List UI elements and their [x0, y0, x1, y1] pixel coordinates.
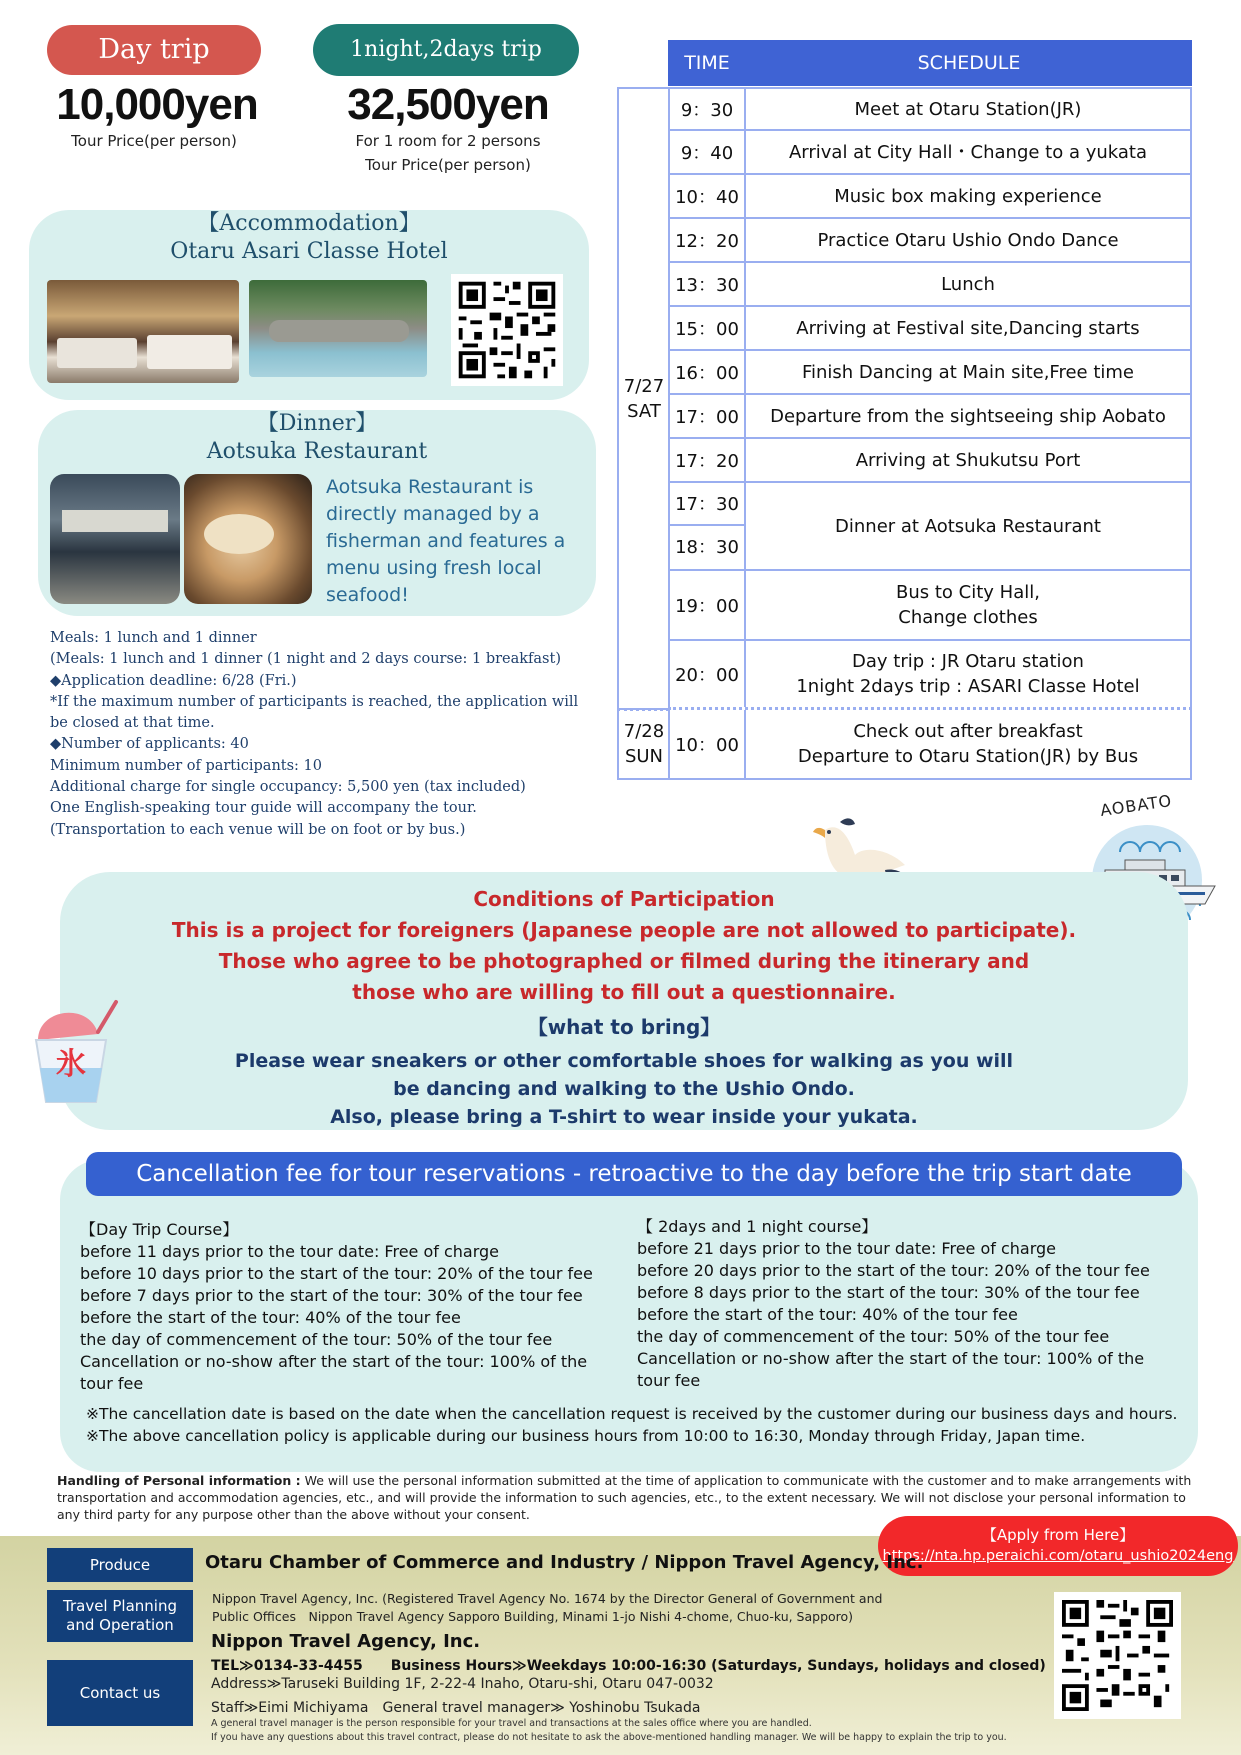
dinner-description: Aotsuka Restaurant is directly managed by a fisherman and features a menu using fresh local seafood! — [326, 476, 566, 606]
night-price: 32,500yen — [347, 80, 549, 129]
row-time: 17：20 — [668, 439, 746, 481]
night-trip-cancellation — [637, 1216, 1177, 1392]
row-activity: Music box making experience — [746, 175, 1192, 217]
cancel-rule: before 10 days prior to the start of the tour: 20% of the tour fee — [80, 1264, 593, 1283]
dinner-panel — [38, 410, 596, 616]
cancellation-note-1: ※The cancellation date is based on the date when the cancellation request is received by the customer during our business days and hours. — [86, 1405, 1178, 1423]
schedule-row — [668, 87, 1192, 131]
footer-small-2: If you have any questions about this travel contract, please do not hesitate to ask the above-mentioned handling manager. We will be happy to explain the trip to you. — [211, 1732, 1007, 1743]
schedule-date-day1 — [617, 87, 669, 710]
what-to-bring-title: 【what to bring】 — [527, 1015, 721, 1039]
night-trip-label: 1night,2days trip — [350, 37, 542, 62]
row-time: 10：40 — [668, 175, 746, 217]
cancel-rule: before 8 days prior to the start of the tour: 30% of the tour fee — [637, 1283, 1140, 1302]
cancel-rule: the day of commencement of the tour: 50% of the tour fee — [80, 1330, 553, 1349]
conditions-line-1: This is a project for foreigners (Japanese people are not allowed to participate). — [171, 918, 1077, 942]
conditions-line-2: Those who agree to be photographed or filmed during the itinerary and those who are willing to fill out a questionnaire. — [218, 949, 1030, 1004]
date-day2-label: 7/28 SUN — [623, 721, 665, 767]
cancel-rule: before 7 days prior to the start of the tour: 30% of the tour fee — [80, 1286, 583, 1305]
company-name: Nippon Travel Agency, Inc. — [211, 1631, 481, 1652]
row-time: 13：30 — [668, 263, 746, 305]
row-time: 10：00 — [668, 710, 746, 778]
schedule-header: SCHEDULE — [746, 40, 1192, 86]
day-course-title: 【Day Trip Course】 — [80, 1220, 239, 1239]
info-line: Minimum number of participants: 10 — [50, 757, 323, 774]
row-activity: Day trip : JR Otaru station 1night 2days trip : ASARI Classe Hotel — [746, 641, 1192, 707]
row-activity: Arrival at City Hall・Change to a yukata — [746, 131, 1192, 173]
hotel-qr-code[interactable] — [451, 274, 563, 386]
row-time: 17：00 — [668, 395, 746, 437]
cancel-rule: the day of commencement of the tour: 50% of the tour fee — [637, 1327, 1110, 1346]
schedule-row — [668, 571, 1192, 641]
row-time: 16：00 — [668, 351, 746, 393]
night-price-note-1: For 1 room for 2 persons — [355, 132, 541, 150]
privacy-label: Handling of Personal information : — [57, 1473, 301, 1488]
contact-staff: Staff≫Eimi Michiyama General travel manager≫ Yoshinobu Tsukada — [211, 1700, 701, 1716]
row-time: 15：00 — [668, 307, 746, 349]
row-activity: Bus to City Hall, Change clothes — [746, 571, 1192, 639]
schedule-row — [668, 439, 1192, 483]
night-trip-pill — [313, 24, 579, 76]
row-time: 18：30 — [675, 537, 739, 558]
cancel-rule: Cancellation or no-show after the start of the tour: 100% of the tour fee — [637, 1349, 1145, 1390]
row-time-pair — [668, 483, 746, 569]
cancellation-note-2: ※The above cancellation policy is applicable during our business hours from 10:00 to 16:30, Monday through Friday, Japan time. — [86, 1427, 1086, 1445]
what-to-bring-line-1: Please wear sneakers or other comfortable shoes for walking as you will be dancing and walking to the Ushio Ondo. — [234, 1050, 1014, 1100]
schedule-row — [668, 175, 1192, 219]
cancel-rule: before the start of the tour: 40% of the tour fee — [80, 1308, 461, 1327]
restaurant-front-photo — [50, 474, 180, 604]
row-activity: Meet at Otaru Station(JR) — [746, 89, 1192, 129]
schedule-date-divider — [617, 708, 669, 711]
schedule-date-day2 — [617, 710, 669, 780]
info-line: Additional charge for single occupancy: 5,500 yen (tax included) — [50, 779, 526, 796]
footer-small-1: A general travel manager is the person responsible for your travel and transactions at the sales office where you are handled. — [211, 1718, 812, 1729]
info-line: ◆Number of applicants: 40 — [50, 736, 249, 753]
privacy-text: We will use the personal information submitted at the time of application to communicate with the customer and to make arrangements with transportation and accommodation agencies, etc., and will provide the information to such agencies, etc., to the extent necessary. We will not disclose your personal information to any third party for any purpose other than the above without your consent. — [57, 1473, 1192, 1522]
contact-label: Contact us — [47, 1660, 193, 1726]
apply-url[interactable]: https://nta.hp.peraichi.com/otaru_ushio2024eng — [882, 1548, 1234, 1564]
schedule-row — [668, 641, 1192, 710]
info-line: ◆Application deadline: 6/28 (Fri.) — [50, 672, 297, 689]
cancel-rule: before 21 days prior to the tour date: Free of charge — [637, 1239, 1057, 1258]
schedule-row — [668, 219, 1192, 263]
cancel-rule: before 11 days prior to the tour date: Free of charge — [80, 1242, 500, 1261]
info-line: One English-speaking tour guide will accompany the tour. — [50, 800, 477, 817]
day-price: 10,000yen — [56, 80, 258, 129]
day-trip-cancellation — [80, 1219, 620, 1395]
day-trip-label: Day trip — [98, 34, 210, 65]
cancellation-title: Cancellation fee for tour reservations - retroactive to the day before the trip start date — [86, 1152, 1182, 1196]
row-activity: Arriving at Festival site,Dancing starts — [746, 307, 1192, 349]
day-trip-pill — [47, 25, 261, 75]
cancel-rule: before 20 days prior to the start of the tour: 20% of the tour fee — [637, 1261, 1150, 1280]
row-time: 20：00 — [668, 641, 746, 707]
hotel-room-photo — [47, 280, 239, 383]
seafood-photo — [184, 474, 312, 604]
apply-label: 【Apply from Here】 — [981, 1526, 1135, 1544]
date-day1-label: 7/27 SAT — [623, 375, 665, 422]
info-line: *If the maximum number of participants is reached, the application will be closed at that time. — [50, 693, 579, 732]
day-price-note: Tour Price(per person) — [71, 132, 237, 150]
schedule-row — [668, 131, 1192, 175]
shaved-ice-illustration — [28, 998, 128, 1116]
night-course-title: 【 2days and 1 night course】 — [637, 1217, 878, 1236]
info-line: Meals: 1 lunch and 1 dinner — [50, 630, 257, 646]
schedule-row — [668, 307, 1192, 351]
schedule-row — [668, 351, 1192, 395]
aobato-label: AOBATO — [1099, 791, 1174, 820]
row-activity: Finish Dancing at Main site,Free time — [746, 351, 1192, 393]
row-time: 17：30 — [670, 483, 744, 526]
accommodation-name: Otaru Asari Classe Hotel — [170, 239, 448, 264]
dinner-heading: 【Dinner】 — [256, 411, 378, 436]
row-activity: Departure from the sightseeing ship Aobato — [746, 395, 1192, 437]
produce-label: Produce — [47, 1548, 193, 1582]
schedule-row — [668, 263, 1192, 307]
row-activity: Arriving at Shukutsu Port — [746, 439, 1192, 481]
info-line: (Meals: 1 lunch and 1 dinner (1 night and 2 days course: 1 breakfast) — [50, 651, 561, 668]
row-time: 12：20 — [668, 219, 746, 261]
shaved-ice-flag: 氷 — [56, 1047, 86, 1082]
conditions-title: Conditions of Participation — [473, 887, 775, 911]
row-activity: Check out after breakfast Departure to Otaru Station(JR) by Bus — [746, 710, 1192, 778]
row-activity: Practice Otaru Ushio Ondo Dance — [746, 219, 1192, 261]
planning-text: Nippon Travel Agency, Inc. (Registered Travel Agency No. 1674 by the Director General of Government and Public Offices Nippon Travel Agency Sapporo Building, Minami 1-jo Nishi 4-chome, Chuo-ku, Sapporo) — [212, 1591, 883, 1624]
contact-address: Address≫Taruseki Building 1F, 2-22-4 Inaho, Otaru-shi, Otaru 047-0032 — [211, 1676, 714, 1692]
row-activity: Lunch — [746, 263, 1192, 305]
schedule-row — [668, 395, 1192, 439]
cancel-rule: before the start of the tour: 40% of the tour fee — [637, 1305, 1018, 1324]
hotel-bath-photo — [249, 280, 427, 377]
what-to-bring-line-2: Also, please bring a T-shirt to wear inside your yukata. — [330, 1106, 918, 1128]
night-price-note-2: Tour Price(per person) — [365, 156, 531, 174]
cancel-rule: Cancellation or no-show after the start of the tour: 100% of the tour fee — [80, 1352, 588, 1393]
dinner-name: Aotsuka Restaurant — [206, 439, 428, 464]
schedule-row-dinner — [668, 483, 1192, 571]
schedule-time-header: TIME — [668, 40, 746, 86]
schedule-row — [668, 710, 1192, 780]
contact-tel: TEL≫0134-33-4455 Business Hours≫Weekdays 10:00-16:30 (Saturdays, Sundays, holidays and closed) — [211, 1658, 1046, 1674]
planning-label: Travel Planning and Operation — [47, 1590, 193, 1642]
info-line: (Transportation to each venue will be on foot or by bus.) — [50, 821, 466, 838]
accommodation-panel — [29, 210, 589, 400]
row-time: 9：30 — [668, 89, 746, 129]
row-time: 9：40 — [668, 131, 746, 173]
apply-qr-code[interactable] — [1054, 1592, 1181, 1719]
produce-text: Otaru Chamber of Commerce and Industry / Nippon Travel Agency, Inc. — [205, 1552, 924, 1573]
accommodation-heading: 【Accommodation】 — [197, 211, 421, 236]
apply-button[interactable] — [878, 1516, 1238, 1576]
row-time: 19：00 — [668, 571, 746, 639]
tour-info-list — [50, 628, 595, 841]
row-activity: Dinner at Aotsuka Restaurant — [746, 483, 1192, 569]
